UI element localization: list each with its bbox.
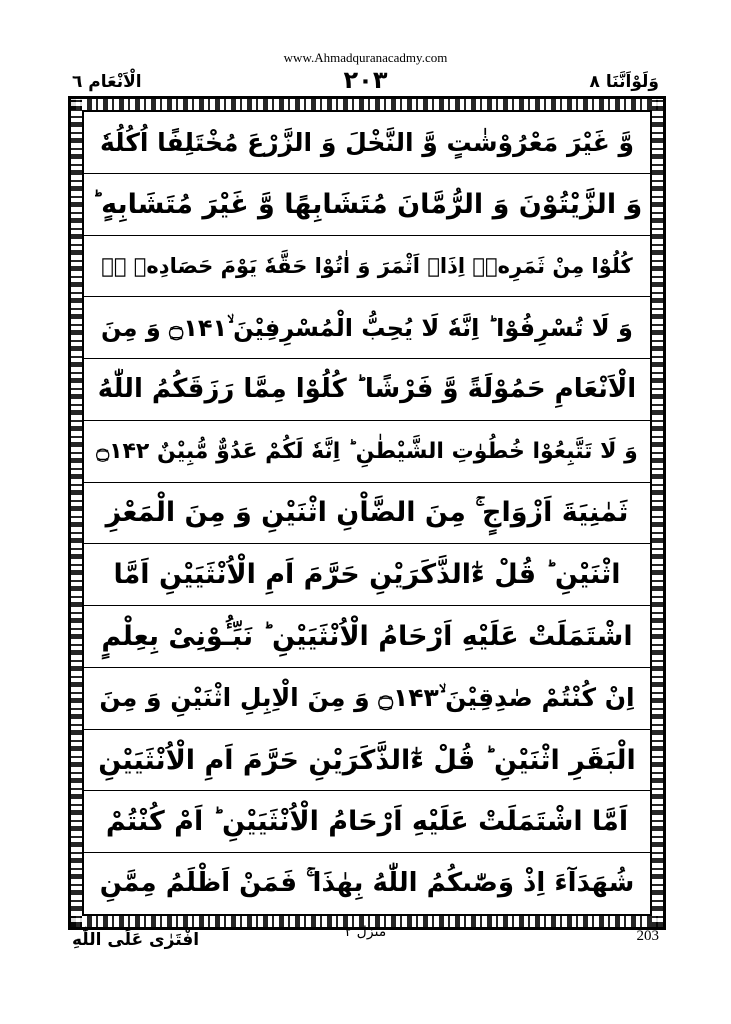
catchword: افْتَرٰی عَلَی اللّٰهِ [72,930,200,950]
verse-line: اِنْ كُنْتُمْ صٰدِقِیْنَ ۙ۝۱۴۳ وَ مِنَ الْاِبِلِ اثْنَیْنِ وَ مِنَ [84,668,650,730]
verse-line: اشْتَمَلَتْ عَلَیْهِ اَرْحَامُ الْاُنْثَیَیْنِ ؕ نَبِّـُٔوْنِیْ بِعِلْمٍ [84,606,650,668]
verse-line: الْبَقَرِ اثْنَیْنِ ؕ قُلْ ءٰٓالذَّكَرَیْنِ حَرَّمَ اَمِ الْاُنْثَیَیْنِ [84,730,650,792]
verse-line: اَمَّا اشْتَمَلَتْ عَلَیْهِ اَرْحَامُ الْاُنْثَیَیْنِ ؕ اَمْ كُنْتُمْ [84,791,650,853]
verse-text-block [84,112,650,914]
verse-line: الْاَنْعَامِ حَمُوْلَةً وَّ فَرْشًا ؕ كُلُوْا مِمَّا رَزَقَكُمُ اللّٰهُ [84,359,650,421]
verse-line: وَ الزَّیْتُوْنَ وَ الرُّمَّانَ مُتَشَابِهًا وَّ غَیْرَ مُتَشَابِهٍ ؕ [84,174,650,236]
verse-line: وَّ غَیْرَ مَعْرُوْشٰتٍ وَّ النَّخْلَ وَ الزَّرْعَ مُخْتَلِفًا اُكُلُهٗ [84,112,650,174]
page-number-arabic: ٢٠٣ [343,66,388,94]
surah-name: الْاَنْعَام ٦ [72,72,142,92]
verse-line: شُهَدَآءَ اِذْ وَصّٰىكُمُ اللّٰهُ بِهٰذَا ۚ فَمَنْ اَظْلَمُ مِمَّنِ [99,868,635,899]
page-number: 203 [636,928,659,944]
juz-name: وَلَوْاَنَّنَا ٨ [589,72,659,92]
verse-line: اثْنَیْنِ ؕ قُلْ ءٰٓالذَّكَرَیْنِ حَرَّمَ اَمِ الْاُنْثَیَیْنِ اَمَّا [84,544,650,606]
site-url: www.Ahmadquranacadmy.com [283,50,448,65]
verse-line: كُلُوْا مِنْ ثَمَرِهٖۤ اِذَاۤ اَثْمَرَ وَ اٰتُوْا حَقَّهٗ یَوْمَ حَصَادِهٖ ۖؗ [84,236,650,298]
manzil-label: منزل ٢ [344,924,387,940]
verse-line: وَ لَا تُسْرِفُوْا ؕ اِنَّهٗ لَا یُحِبُّ الْمُسْرِفِیْنَ ۙ۝۱۴۱ وَ مِنَ [84,297,650,359]
verse-line: ثَمٰنِیَةَ اَزْوَاجٍ ۚ مِنَ الضَّاْنِ اثْنَیْنِ وَ مِنَ الْمَعْزِ [84,483,650,545]
decorative-border-right [652,99,663,927]
decorative-border-top [71,99,663,110]
verse-line: وَ لَا تَتَّبِعُوْا خُطُوٰتِ الشَّیْطٰنِ ؕ اِنَّهٗ لَكُمْ عَدُوٌّ مُّبِیْنٌ ۝۱۴۲ [84,421,650,483]
decorative-border-left [71,99,82,927]
